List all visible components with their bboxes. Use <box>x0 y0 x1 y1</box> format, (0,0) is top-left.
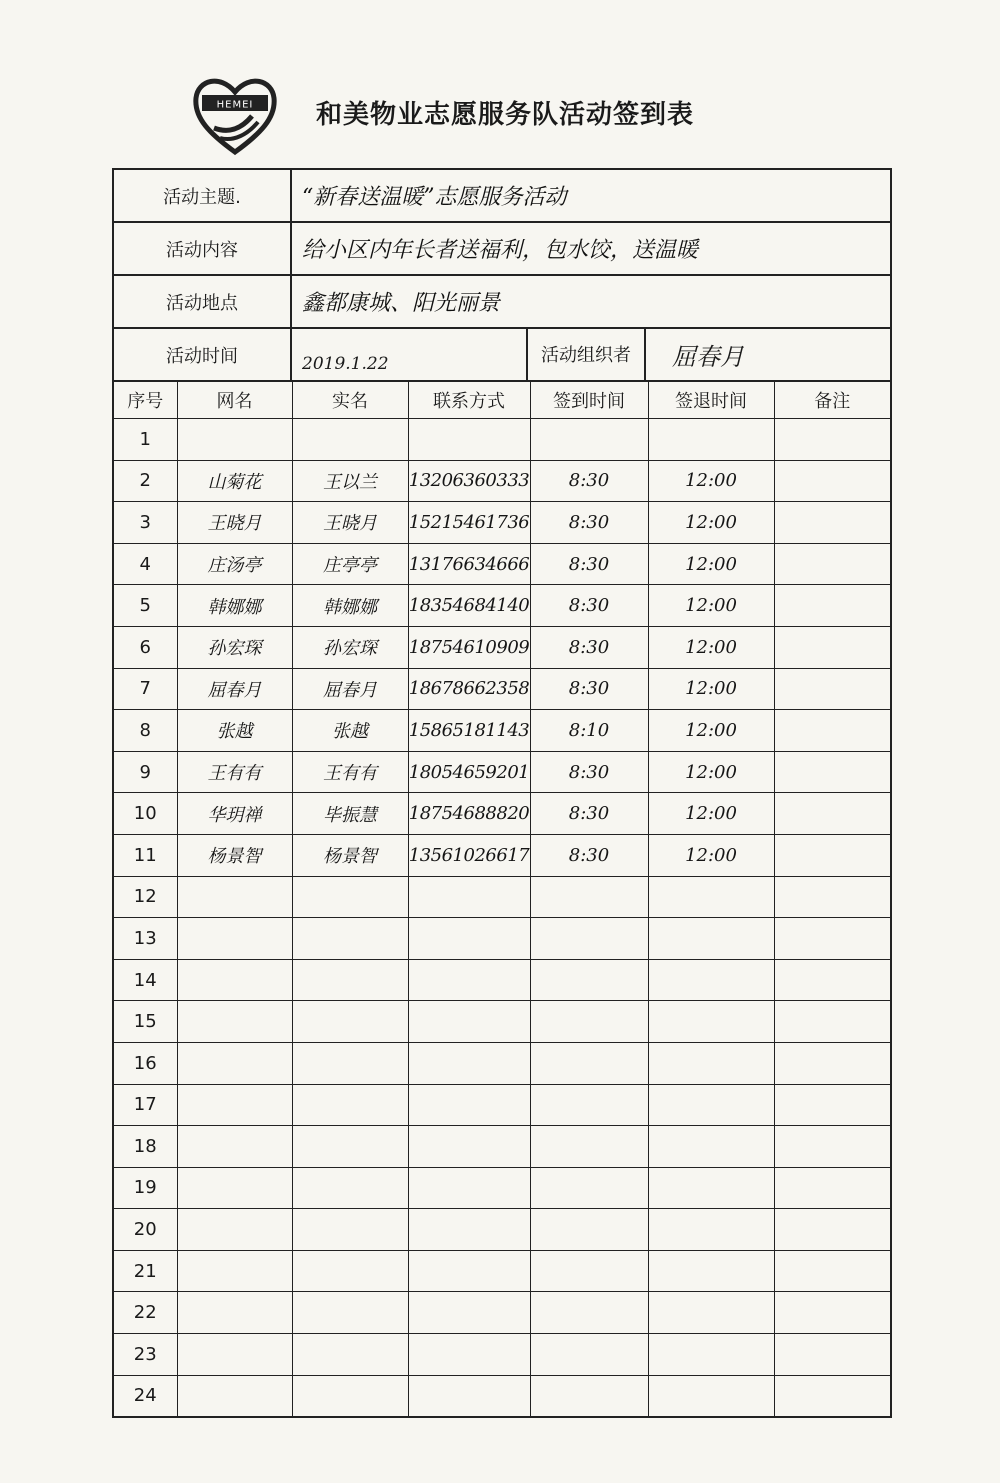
note-cell <box>774 710 890 752</box>
col-header-checkin: 签到时间 <box>530 382 648 419</box>
phone-cell <box>408 1167 530 1209</box>
time-row <box>114 329 890 382</box>
checkout-time-cell: 12:00 <box>648 834 774 876</box>
checkin-time-cell <box>530 419 648 461</box>
checkin-time-cell: 8:30 <box>530 793 648 835</box>
table-row <box>114 626 890 668</box>
nickname-cell <box>177 959 292 1001</box>
checkin-time-cell: 8:30 <box>530 668 648 710</box>
roster-header-row <box>114 382 890 419</box>
real-name-cell <box>292 1375 408 1416</box>
real-name-cell: 孙宏琛 <box>292 626 408 668</box>
hemei-logo <box>190 68 280 158</box>
checkin-time-cell <box>530 1209 648 1251</box>
note-cell <box>774 626 890 668</box>
table-row <box>114 751 890 793</box>
row-number: 8 <box>114 710 177 752</box>
checkout-time-cell <box>648 1042 774 1084</box>
phone-cell: 13176634666 <box>408 543 530 585</box>
checkout-time-cell <box>648 1001 774 1043</box>
phone-cell: 18678662358 <box>408 668 530 710</box>
note-cell <box>774 959 890 1001</box>
nickname-cell: 韩娜娜 <box>177 585 292 627</box>
checkout-time-cell <box>648 1250 774 1292</box>
checkin-time-cell: 8:30 <box>530 460 648 502</box>
checkin-time-cell: 8:30 <box>530 502 648 544</box>
table-row <box>114 543 890 585</box>
real-name-cell: 王晓月 <box>292 502 408 544</box>
col-header-no: 序号 <box>114 382 177 419</box>
phone-cell <box>408 1250 530 1292</box>
table-row <box>114 1001 890 1043</box>
note-cell <box>774 1126 890 1168</box>
phone-cell <box>408 1126 530 1168</box>
row-number: 20 <box>114 1209 177 1251</box>
checkout-time-cell <box>648 1084 774 1126</box>
note-cell <box>774 1042 890 1084</box>
note-cell <box>774 834 890 876</box>
row-number: 23 <box>114 1334 177 1376</box>
table-row <box>114 1375 890 1416</box>
real-name-cell: 庄亭亭 <box>292 543 408 585</box>
real-name-cell <box>292 1126 408 1168</box>
checkin-time-cell: 8:30 <box>530 626 648 668</box>
row-number: 15 <box>114 1001 177 1043</box>
table-row <box>114 1042 890 1084</box>
checkin-time-cell <box>530 1126 648 1168</box>
note-cell <box>774 793 890 835</box>
table-row <box>114 1292 890 1334</box>
phone-cell <box>408 1084 530 1126</box>
phone-cell: 18754610909 <box>408 626 530 668</box>
table-row <box>114 834 890 876</box>
header <box>190 68 750 163</box>
checkout-time-cell <box>648 1334 774 1376</box>
nickname-cell <box>177 876 292 918</box>
checkout-time-cell <box>648 419 774 461</box>
location-row <box>114 276 890 329</box>
phone-cell: 13206360333 <box>408 460 530 502</box>
note-cell <box>774 1084 890 1126</box>
table-row <box>114 1250 890 1292</box>
time-label: 活动时间 <box>114 329 292 380</box>
table-row <box>114 1084 890 1126</box>
row-number: 17 <box>114 1084 177 1126</box>
table-row <box>114 793 890 835</box>
table-row <box>114 876 890 918</box>
row-number: 5 <box>114 585 177 627</box>
col-header-contact: 联系方式 <box>408 382 530 419</box>
row-number: 6 <box>114 626 177 668</box>
nickname-cell: 杨景智 <box>177 834 292 876</box>
table-row <box>114 419 890 461</box>
row-number: 21 <box>114 1250 177 1292</box>
checkout-time-cell <box>648 1209 774 1251</box>
note-cell <box>774 585 890 627</box>
nickname-cell <box>177 419 292 461</box>
phone-cell <box>408 918 530 960</box>
organizer-label: 活动组织者 <box>528 329 646 380</box>
col-header-note: 备注 <box>774 382 890 419</box>
nickname-cell: 庄汤亭 <box>177 543 292 585</box>
content-row <box>114 223 890 276</box>
theme-row <box>114 170 890 223</box>
nickname-cell <box>177 1375 292 1416</box>
table-row <box>114 585 890 627</box>
nickname-cell <box>177 1250 292 1292</box>
nickname-cell: 孙宏琛 <box>177 626 292 668</box>
row-number: 13 <box>114 918 177 960</box>
real-name-cell <box>292 1042 408 1084</box>
checkin-time-cell <box>530 1250 648 1292</box>
row-number: 3 <box>114 502 177 544</box>
nickname-cell: 张越 <box>177 710 292 752</box>
note-cell <box>774 751 890 793</box>
checkin-time-cell <box>530 1001 648 1043</box>
row-number: 2 <box>114 460 177 502</box>
note-cell <box>774 1375 890 1416</box>
checkin-time-cell <box>530 1042 648 1084</box>
note-cell <box>774 876 890 918</box>
nickname-cell <box>177 1292 292 1334</box>
col-header-real-name: 实名 <box>292 382 408 419</box>
real-name-cell <box>292 1250 408 1292</box>
checkin-time-cell: 8:30 <box>530 543 648 585</box>
table-row <box>114 1167 890 1209</box>
checkin-time-cell: 8:30 <box>530 585 648 627</box>
real-name-cell <box>292 1209 408 1251</box>
phone-cell <box>408 1375 530 1416</box>
real-name-cell <box>292 918 408 960</box>
checkout-time-cell <box>648 1375 774 1416</box>
checkout-time-cell: 12:00 <box>648 460 774 502</box>
row-number: 22 <box>114 1292 177 1334</box>
signin-sheet <box>112 168 892 1418</box>
location-value: 鑫都康城、阳光丽景 <box>302 291 501 316</box>
phone-cell <box>408 419 530 461</box>
col-header-nickname: 网名 <box>177 382 292 419</box>
checkout-time-cell: 12:00 <box>648 626 774 668</box>
note-cell <box>774 1001 890 1043</box>
phone-cell <box>408 1001 530 1043</box>
table-row <box>114 460 890 502</box>
note-cell <box>774 918 890 960</box>
real-name-cell <box>292 1084 408 1126</box>
document-title: 和美物业志愿服务队活动签到表 <box>316 100 695 130</box>
note-cell <box>774 1209 890 1251</box>
real-name-cell <box>292 1167 408 1209</box>
checkin-time-cell: 8:10 <box>530 710 648 752</box>
note-cell <box>774 1292 890 1334</box>
row-number: 9 <box>114 751 177 793</box>
note-cell <box>774 668 890 710</box>
checkout-time-cell: 12:00 <box>648 668 774 710</box>
phone-cell: 18354684140 <box>408 585 530 627</box>
phone-cell <box>408 1334 530 1376</box>
nickname-cell <box>177 1334 292 1376</box>
checkout-time-cell <box>648 1167 774 1209</box>
real-name-cell: 杨景智 <box>292 834 408 876</box>
table-row <box>114 1334 890 1376</box>
table-row <box>114 502 890 544</box>
checkout-time-cell <box>648 876 774 918</box>
checkin-time-cell: 8:30 <box>530 834 648 876</box>
real-name-cell <box>292 1334 408 1376</box>
row-number: 10 <box>114 793 177 835</box>
nickname-cell <box>177 1167 292 1209</box>
real-name-cell: 王有有 <box>292 751 408 793</box>
row-number: 24 <box>114 1375 177 1416</box>
theme-value: “新春送温暖”志愿服务活动 <box>302 185 567 210</box>
time-value: 2019.1.22 <box>292 329 528 380</box>
nickname-cell <box>177 918 292 960</box>
note-cell <box>774 460 890 502</box>
content-value: 给小区内年长者送福利，包水饺，送温暖 <box>302 238 699 263</box>
checkin-time-cell <box>530 1292 648 1334</box>
row-number: 11 <box>114 834 177 876</box>
checkin-time-cell <box>530 1084 648 1126</box>
checkout-time-cell: 12:00 <box>648 502 774 544</box>
note-cell <box>774 502 890 544</box>
theme-label: 活动主题. <box>114 170 292 221</box>
col-header-checkout: 签退时间 <box>648 382 774 419</box>
table-row <box>114 668 890 710</box>
nickname-cell <box>177 1209 292 1251</box>
table-row <box>114 918 890 960</box>
table-row <box>114 959 890 1001</box>
row-number: 16 <box>114 1042 177 1084</box>
roster-body <box>114 419 890 1417</box>
checkout-time-cell <box>648 1292 774 1334</box>
real-name-cell <box>292 959 408 1001</box>
note-cell <box>774 419 890 461</box>
nickname-cell: 山菊花 <box>177 460 292 502</box>
nickname-cell: 王有有 <box>177 751 292 793</box>
checkout-time-cell: 12:00 <box>648 710 774 752</box>
real-name-cell: 屈春月 <box>292 668 408 710</box>
phone-cell <box>408 1042 530 1084</box>
real-name-cell <box>292 1292 408 1334</box>
phone-cell: 18754688820 <box>408 793 530 835</box>
phone-cell <box>408 1292 530 1334</box>
location-label: 活动地点 <box>114 276 292 327</box>
phone-cell <box>408 959 530 1001</box>
real-name-cell: 王以兰 <box>292 460 408 502</box>
checkin-time-cell <box>530 959 648 1001</box>
checkin-time-cell <box>530 876 648 918</box>
nickname-cell <box>177 1042 292 1084</box>
phone-cell <box>408 876 530 918</box>
nickname-cell: 华玥禅 <box>177 793 292 835</box>
checkin-time-cell <box>530 1334 648 1376</box>
checkin-time-cell: 8:30 <box>530 751 648 793</box>
roster-table <box>114 382 890 1416</box>
checkout-time-cell: 12:00 <box>648 793 774 835</box>
note-cell <box>774 543 890 585</box>
checkout-time-cell: 12:00 <box>648 543 774 585</box>
checkout-time-cell <box>648 959 774 1001</box>
note-cell <box>774 1250 890 1292</box>
real-name-cell: 毕振慧 <box>292 793 408 835</box>
checkin-time-cell <box>530 918 648 960</box>
real-name-cell <box>292 1001 408 1043</box>
content-label: 活动内容 <box>114 223 292 274</box>
table-row <box>114 1126 890 1168</box>
row-number: 4 <box>114 543 177 585</box>
row-number: 12 <box>114 876 177 918</box>
phone-cell: 15865181143 <box>408 710 530 752</box>
nickname-cell <box>177 1084 292 1126</box>
nickname-cell: 王晓月 <box>177 502 292 544</box>
logo-text: HEMEI <box>216 99 254 111</box>
note-cell <box>774 1167 890 1209</box>
row-number: 1 <box>114 419 177 461</box>
phone-cell: 13561026617 <box>408 834 530 876</box>
note-cell <box>774 1334 890 1376</box>
checkin-time-cell <box>530 1167 648 1209</box>
real-name-cell: 张越 <box>292 710 408 752</box>
nickname-cell <box>177 1126 292 1168</box>
table-row <box>114 1209 890 1251</box>
phone-cell <box>408 1209 530 1251</box>
checkout-time-cell <box>648 918 774 960</box>
phone-cell: 18054659201 <box>408 751 530 793</box>
checkout-time-cell: 12:00 <box>648 751 774 793</box>
row-number: 7 <box>114 668 177 710</box>
checkout-time-cell <box>648 1126 774 1168</box>
real-name-cell <box>292 876 408 918</box>
organizer-value: 屈春月 <box>672 343 744 371</box>
real-name-cell <box>292 419 408 461</box>
row-number: 18 <box>114 1126 177 1168</box>
checkin-time-cell <box>530 1375 648 1416</box>
row-number: 19 <box>114 1167 177 1209</box>
row-number: 14 <box>114 959 177 1001</box>
table-row <box>114 710 890 752</box>
nickname-cell <box>177 1001 292 1043</box>
checkout-time-cell: 12:00 <box>648 585 774 627</box>
nickname-cell: 屈春月 <box>177 668 292 710</box>
real-name-cell: 韩娜娜 <box>292 585 408 627</box>
phone-cell: 15215461736 <box>408 502 530 544</box>
